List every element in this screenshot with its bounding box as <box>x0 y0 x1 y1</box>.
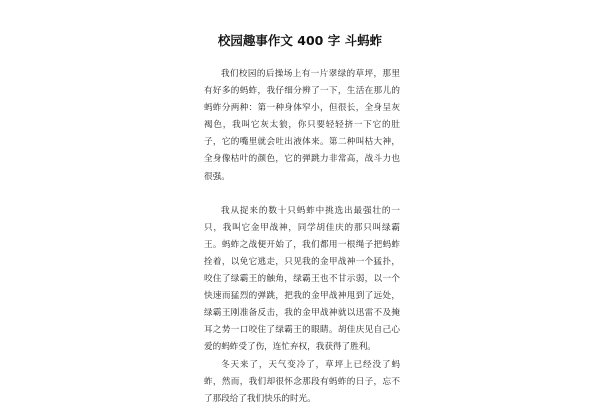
paragraph-intro: 我们校园的后操场上有一片翠绿的草坪，那里有好多的蚂蚱，我仔细分辨了一下，生活在那儿的蚂蚱分两种：第一种身体窄小，但很长，全身呈灰褐色，我叫它灰太狼，你只要轻轻挤一下它的肚子，它的嘴里就会吐出液体来。第二种叫枯大神，全身像枯叶的颜色，它的弹跳力非常高，战斗力也很强。 <box>204 69 400 182</box>
paragraph-battle: 我从捉来的数十只蚂蚱中挑选出最强壮的一只，我叫它金甲战神，同学胡佳庆的那只叫绿霸王。蚂蚱之战便开始了，我们都用一根绳子把蚂蚱拴着，以免它逃走，只见我的金甲战神一个猛扑，咬住了绿霸王的触角，绿霸王也不甘示弱，以一个快速而猛烈的弹跳，把我的金甲战神甩到了远处，绿霸王刚准备反击，我的金甲战神就以迅雷不及掩耳之势一口咬住了绿霸王的眼睛。胡佳庆见自己心爱的蚂蚱受了伤，连忙弃权，我获得了胜利。 <box>204 205 400 353</box>
paragraph-ending: 冬天来了，天气变冷了，草坪上已经没了蚂蚱，然而，我们却很怀念那段有蚂蚱的日子，忘不了那段给了我们快乐的时光。 <box>204 359 400 404</box>
document-body <box>204 66 400 408</box>
document-title: 校园趣事作文 400 字 斗蚂蚱 <box>217 33 383 48</box>
